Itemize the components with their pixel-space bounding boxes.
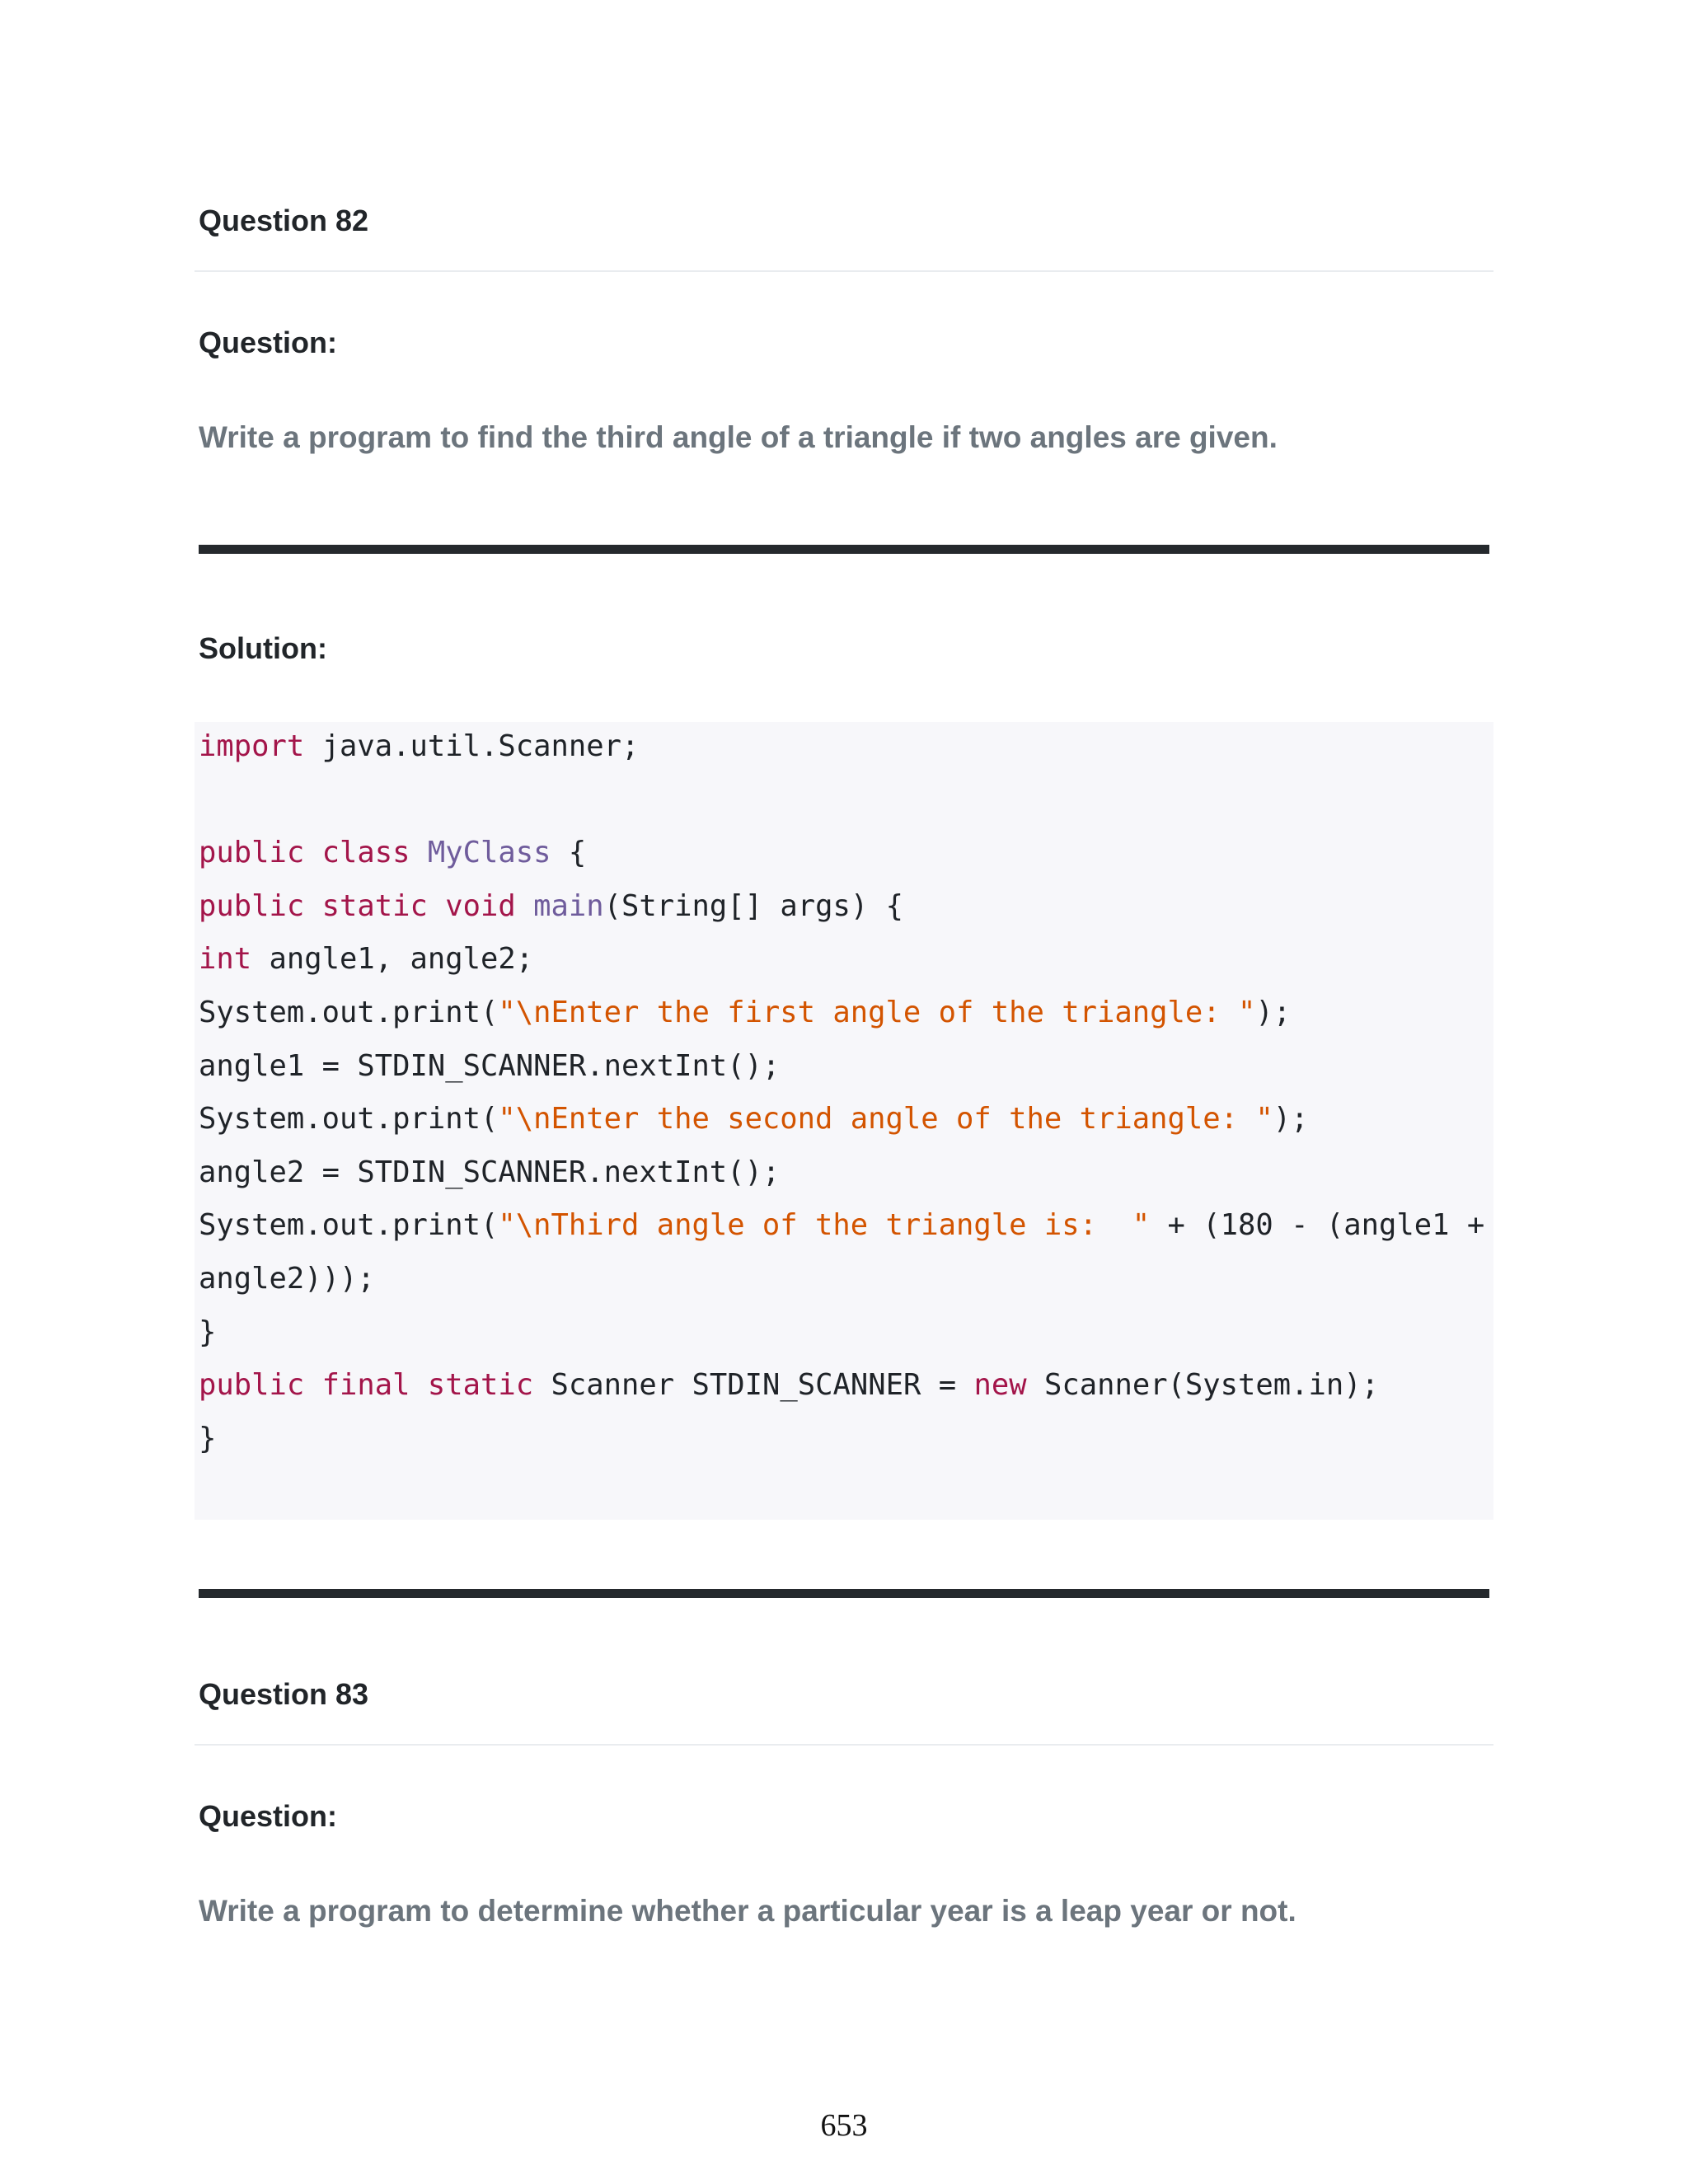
code-line: public static void main(String[] args) { (199, 888, 903, 923)
question-text: Write a program to find the third angle of a triangle if two angles are given. (199, 420, 1278, 454)
code-line: angle2))); (199, 1261, 375, 1296)
code-line: } (199, 1315, 217, 1349)
code-line: System.out.print("\nThird angle of the triangle is: " + (180 - (angle1 + (199, 1208, 1485, 1243)
code-listing (199, 720, 1484, 1465)
code-line: public final static Scanner STDIN_SCANNER = new Scanner(System.in); (199, 1368, 1380, 1403)
question-82-title: Question 82 (199, 204, 369, 237)
page-number: 653 (820, 2108, 868, 2143)
code-line: } (199, 1421, 217, 1455)
code-line: import java.util.Scanner; (199, 729, 640, 763)
title-divider (195, 1744, 1493, 1746)
question-label: Question: (199, 326, 337, 359)
solution-label: Solution: (199, 631, 327, 665)
question-text: Write a program to determine whether a particular year is a leap year or not. (199, 1894, 1296, 1928)
section-divider (199, 545, 1489, 554)
code-line: angle1 = STDIN_SCANNER.nextInt(); (199, 1048, 781, 1083)
title-divider (195, 270, 1493, 272)
code-line: System.out.print("\nEnter the second angle of the triangle: "); (199, 1102, 1309, 1137)
code-line: int angle1, angle2; (199, 942, 534, 977)
question-83-title: Question 83 (199, 1677, 369, 1711)
code-line: System.out.print("\nEnter the first angle of the triangle: "); (199, 995, 1292, 1029)
question-label: Question: (199, 1799, 337, 1833)
code-line: public class MyClass { (199, 836, 587, 870)
section-divider (199, 1589, 1489, 1598)
code-line-blank (199, 774, 1484, 827)
code-line: angle2 = STDIN_SCANNER.nextInt(); (199, 1155, 781, 1189)
